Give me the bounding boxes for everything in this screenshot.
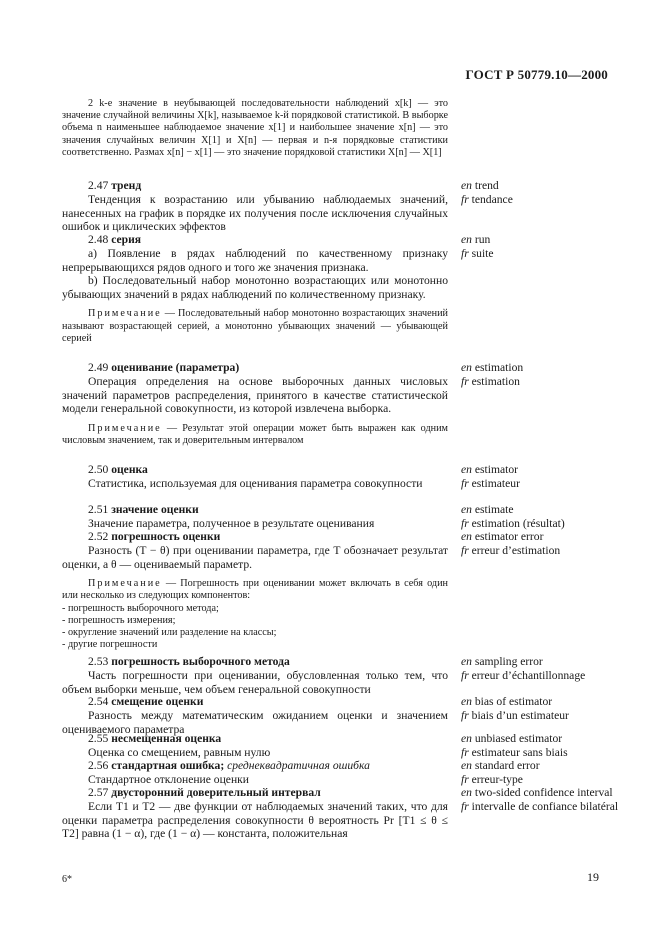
def-2-50: Статистика, используемая для оценивания параметра совокупности bbox=[88, 477, 423, 490]
intro-paragraph bbox=[62, 98, 448, 159]
equiv-2-57: en two-sided confidence interval fr intervalle de confiance bilatéral bbox=[461, 786, 619, 813]
equiv-2-50: en estimator fr estimateur bbox=[461, 463, 520, 490]
equiv-2-53: en sampling error fr erreur d’échantillonnage bbox=[461, 655, 586, 682]
equiv-2-48: en run fr suite bbox=[461, 233, 494, 260]
def-2-56: Стандартное отклонение оценки bbox=[88, 773, 249, 786]
note-2-48: Примечание — Последовательный набор монотонно возрастающих значений называют возрастающей серией, а монотонно убывающих значений — убывающей серией bbox=[62, 308, 448, 344]
def-2-51: Значение параметра, полученное в результате оценивания bbox=[88, 517, 375, 530]
term-2-52: 2.52 погрешность оценки bbox=[88, 530, 221, 543]
term-2-53: 2.53 погрешность выборочного метода bbox=[88, 655, 290, 668]
term-2-49: 2.49 оценивание (параметра) bbox=[88, 361, 240, 374]
intro-text: 2 k-е значение в неубывающей последовательности наблюдений x[k] — это значение случайной величины X[k], называемое k-й порядковой статистикой. В выборке объема n наименьшее наблюдаемое значение x[1] и наибольшее значение x[n] — это значения случайных величин X[1] и X[n] — первая и n-я порядковые статистики соответственно. Размах x[n] − x[1] — это значение порядковой статистики X[n] — X[1] bbox=[62, 98, 448, 158]
def-2-49: Операция определения на основе выборочных данных числовых значений параметров распределения, принятого в качестве статистической модели генеральной совокупности, из которой извлечена выборка. Примечание — Результат этой операции может быть выражен как одним числовым значением, так и доверительным интервалом bbox=[62, 375, 448, 446]
standard-header: ГОСТ Р 50779.10—2000 bbox=[465, 67, 608, 82]
term-2-50: 2.50 оценка bbox=[88, 463, 148, 476]
equiv-2-55: en unbiased estimator fr estimateur sans biais bbox=[461, 732, 568, 759]
note-2-52: Примечание — Погрешность при оценивании может включать в себя один или несколько из следующих компонентов: bbox=[62, 578, 448, 602]
term-2-48: 2.48 серия bbox=[88, 233, 142, 246]
page-number: 19 bbox=[587, 870, 599, 884]
equiv-2-52: en estimator error fr erreur d’estimation bbox=[461, 530, 561, 557]
def-2-47: Тенденция к возрастанию или убыванию наблюдаемых значений, нанесенных на график в порядке их получения после исключения случайных ошибок и циклических эффектов bbox=[62, 193, 448, 234]
term-2-47: 2.47 тренд bbox=[88, 179, 142, 192]
def-2-54: Разность между математическим ожиданием оценки и значением оцениваемого параметра bbox=[62, 709, 448, 736]
equiv-2-49: en estimation fr estimation bbox=[461, 361, 524, 388]
footer-signature-mark: 6* bbox=[62, 874, 72, 885]
def-2-48: а) Появление в рядах наблюдений по качественному признаку непрерывающихся рядов одного и того же значения признака. b) Последовательный набор монотонно возрастающих или монотонно убывающих значений в рядах наблюдений по количественному признаку. Примечание — Последовательный набор монотонно возрастающих значений называют возрастающей серией, а монотонно убывающих значений — убывающей серией bbox=[62, 247, 448, 344]
def-2-52: Разность (T − θ) при оценивании параметра, где T обозначает результат оценки, а θ — оцениваемый параметр. Примечание — Погрешность при оценивании может включать в себя один или несколько из следующих компонентов: - погрешность выборочного метода; - погрешность измерения; - округление значений или разделение на классы; - другие погрешности bbox=[62, 544, 448, 651]
def-2-57: Если T1 и T2 — две функции от наблюдаемых значений таких, что для оценки параметра распределения совокупности θ вероятность Pr [T1 ≤ θ ≤ T2] равна (1 − α), где (1 − α) — константа, положительная bbox=[62, 800, 448, 841]
def-2-53: Часть погрешности при оценивании, обусловленная только тем, что объем выборки меньше, чем объем генеральной совокупности bbox=[62, 669, 448, 696]
term-2-51: 2.51 значение оценки bbox=[88, 503, 199, 516]
equiv-2-56: en standard error fr erreur-type bbox=[461, 759, 540, 786]
equiv-2-51: en estimate fr estimation (résultat) bbox=[461, 503, 565, 530]
term-2-56: 2.56 стандартная ошибка; среднеквадратичная ошибка bbox=[88, 759, 370, 772]
term-2-55: 2.55 несмещенная оценка bbox=[88, 732, 222, 745]
def-2-55: Оценка со смещением, равным нулю bbox=[88, 746, 271, 759]
note-2-49: Примечание — Результат этой операции может быть выражен как одним числовым значением, так и доверительным интервалом bbox=[62, 422, 448, 446]
equiv-2-47: en trend fr tendance bbox=[461, 179, 513, 206]
equiv-2-54: en bias of estimator fr biais d’un estimateur bbox=[461, 695, 569, 722]
term-2-54: 2.54 смещение оценки bbox=[88, 695, 204, 708]
term-2-57: 2.57 двусторонний доверительный интервал bbox=[88, 786, 321, 799]
